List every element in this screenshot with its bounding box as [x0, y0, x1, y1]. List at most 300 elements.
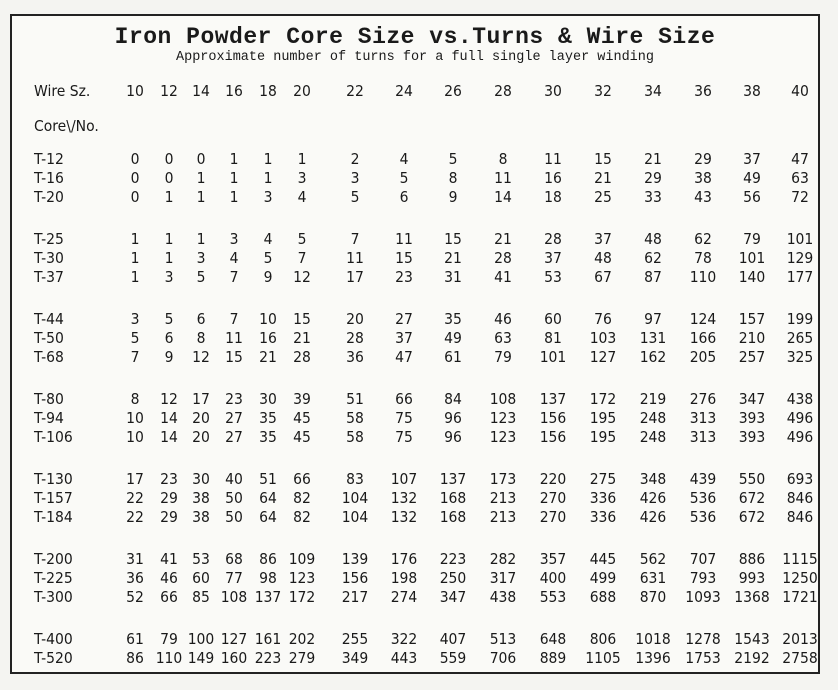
turns-cell: 29 [694, 150, 712, 168]
turns-cell: 347 [439, 588, 467, 606]
turns-cell: 407 [439, 630, 467, 648]
turns-cell: 108 [489, 390, 517, 408]
turns-cell: 648 [539, 630, 567, 648]
turns-cell: 8 [196, 329, 206, 347]
turns-cell: 195 [589, 409, 617, 427]
turns-cell: 30 [192, 470, 210, 488]
wire-size-header: 28 [494, 82, 512, 100]
turns-cell: 0 [130, 150, 140, 168]
turns-cell: 282 [489, 550, 517, 568]
turns-cell: 29 [644, 169, 662, 187]
turns-cell: 1 [196, 230, 206, 248]
turns-cell: 9 [263, 268, 273, 286]
turns-cell: 3 [130, 310, 140, 328]
turns-cell: 0 [196, 150, 206, 168]
core-name: T-12 [34, 150, 64, 168]
page-subtitle: Approximate number of turns for a full single layer winding [176, 50, 654, 65]
turns-cell: 513 [489, 630, 517, 648]
turns-cell: 553 [539, 588, 567, 606]
wire-size-header: 30 [544, 82, 562, 100]
turns-cell: 1 [130, 268, 140, 286]
turns-cell: 195 [589, 428, 617, 446]
turns-cell: 213 [489, 489, 517, 507]
turns-cell: 23 [395, 268, 413, 286]
turns-cell: 11 [346, 249, 364, 267]
turns-cell: 156 [539, 409, 567, 427]
turns-cell: 10 [126, 428, 144, 446]
wire-size-header: 26 [444, 82, 462, 100]
wire-size-header: 18 [259, 82, 277, 100]
turns-cell: 58 [346, 409, 364, 427]
turns-cell: 48 [594, 249, 612, 267]
turns-cell: 156 [341, 569, 369, 587]
turns-cell: 41 [160, 550, 178, 568]
turns-cell: 20 [192, 428, 210, 446]
turns-cell: 16 [259, 329, 277, 347]
wire-size-label: Wire Sz. [34, 82, 91, 100]
turns-cell: 79 [494, 348, 512, 366]
wire-size-header: 20 [293, 82, 311, 100]
turns-cell: 220 [539, 470, 567, 488]
turns-cell: 56 [743, 188, 761, 206]
turns-cell: 5 [164, 310, 174, 328]
turns-cell: 36 [346, 348, 364, 366]
core-number-label: Core\/No. [34, 117, 99, 135]
turns-cell: 168 [439, 489, 467, 507]
wire-size-header: 24 [395, 82, 413, 100]
turns-cell: 5 [350, 188, 360, 206]
turns-cell: 14 [160, 428, 178, 446]
turns-cell: 1 [164, 188, 174, 206]
turns-cell: 217 [341, 588, 369, 606]
turns-cell: 279 [288, 649, 316, 667]
turns-cell: 536 [689, 489, 717, 507]
turns-cell: 40 [225, 470, 243, 488]
turns-cell: 100 [187, 630, 215, 648]
wire-size-header: 40 [791, 82, 809, 100]
turns-cell: 2013 [782, 630, 818, 648]
turns-cell: 50 [225, 508, 243, 526]
turns-cell: 248 [639, 409, 667, 427]
turns-cell: 17 [192, 390, 210, 408]
wire-size-header: 14 [192, 82, 210, 100]
turns-cell: 21 [644, 150, 662, 168]
turns-cell: 889 [539, 649, 567, 667]
turns-cell: 75 [395, 428, 413, 446]
wire-size-header: 12 [160, 82, 178, 100]
turns-cell: 11 [225, 329, 243, 347]
turns-cell: 68 [225, 550, 243, 568]
page-title: Iron Powder Core Size vs.Turns & Wire Size [114, 24, 716, 50]
turns-cell: 536 [689, 508, 717, 526]
turns-cell: 177 [786, 268, 814, 286]
turns-cell: 66 [293, 470, 311, 488]
turns-cell: 108 [220, 588, 248, 606]
turns-cell: 51 [259, 470, 277, 488]
turns-cell: 157 [738, 310, 766, 328]
turns-cell: 75 [395, 409, 413, 427]
turns-cell: 9 [164, 348, 174, 366]
turns-cell: 172 [288, 588, 316, 606]
turns-cell: 15 [225, 348, 243, 366]
turns-cell: 173 [489, 470, 517, 488]
turns-cell: 3 [297, 169, 307, 187]
turns-cell: 2192 [734, 649, 770, 667]
turns-cell: 28 [346, 329, 364, 347]
turns-cell: 29 [160, 508, 178, 526]
turns-cell: 47 [395, 348, 413, 366]
turns-cell: 23 [160, 470, 178, 488]
turns-cell: 110 [155, 649, 183, 667]
turns-cell: 550 [738, 470, 766, 488]
turns-cell: 27 [225, 409, 243, 427]
turns-cell: 248 [639, 428, 667, 446]
turns-cell: 79 [160, 630, 178, 648]
turns-cell: 0 [130, 169, 140, 187]
turns-cell: 438 [489, 588, 517, 606]
turns-cell: 993 [738, 569, 766, 587]
turns-cell: 84 [444, 390, 462, 408]
turns-cell: 496 [786, 409, 814, 427]
turns-cell: 1018 [635, 630, 671, 648]
turns-cell: 0 [164, 169, 174, 187]
turns-cell: 275 [589, 470, 617, 488]
turns-cell: 265 [786, 329, 814, 347]
turns-cell: 7 [350, 230, 360, 248]
turns-cell: 30 [259, 390, 277, 408]
turns-cell: 1 [130, 230, 140, 248]
turns-cell: 3 [350, 169, 360, 187]
turns-cell: 37 [594, 230, 612, 248]
turns-cell: 3 [229, 230, 239, 248]
turns-cell: 12 [293, 268, 311, 286]
turns-cell: 72 [791, 188, 809, 206]
turns-cell: 110 [689, 268, 717, 286]
turns-cell: 109 [288, 550, 316, 568]
turns-cell: 15 [293, 310, 311, 328]
core-name: T-50 [34, 329, 64, 347]
turns-cell: 393 [738, 409, 766, 427]
turns-cell: 693 [786, 470, 814, 488]
turns-cell: 1 [263, 150, 273, 168]
turns-cell: 43 [694, 188, 712, 206]
turns-cell: 12 [160, 390, 178, 408]
core-name: T-37 [34, 268, 64, 286]
turns-cell: 35 [259, 428, 277, 446]
turns-cell: 1250 [782, 569, 818, 587]
turns-cell: 426 [639, 508, 667, 526]
turns-cell: 10 [259, 310, 277, 328]
turns-cell: 1396 [635, 649, 671, 667]
turns-cell: 439 [689, 470, 717, 488]
turns-cell: 132 [390, 508, 418, 526]
turns-cell: 83 [346, 470, 364, 488]
turns-cell: 48 [644, 230, 662, 248]
turns-cell: 172 [589, 390, 617, 408]
turns-cell: 53 [544, 268, 562, 286]
turns-cell: 276 [689, 390, 717, 408]
turns-cell: 688 [589, 588, 617, 606]
turns-cell: 31 [444, 268, 462, 286]
turns-cell: 140 [738, 268, 766, 286]
turns-cell: 443 [390, 649, 418, 667]
turns-cell: 4 [263, 230, 273, 248]
turns-cell: 213 [489, 508, 517, 526]
turns-cell: 17 [126, 470, 144, 488]
turns-cell: 806 [589, 630, 617, 648]
turns-cell: 205 [689, 348, 717, 366]
turns-cell: 82 [293, 508, 311, 526]
turns-cell: 98 [259, 569, 277, 587]
wire-size-header: 32 [594, 82, 612, 100]
wire-size-header: 10 [126, 82, 144, 100]
turns-cell: 198 [390, 569, 418, 587]
turns-cell: 45 [293, 409, 311, 427]
turns-cell: 4 [297, 188, 307, 206]
turns-cell: 5 [263, 249, 273, 267]
turns-cell: 61 [126, 630, 144, 648]
core-name: T-184 [34, 508, 73, 526]
turns-cell: 81 [544, 329, 562, 347]
turns-cell: 7 [297, 249, 307, 267]
turns-cell: 0 [164, 150, 174, 168]
turns-cell: 348 [639, 470, 667, 488]
turns-cell: 101 [738, 249, 766, 267]
turns-cell: 23 [225, 390, 243, 408]
turns-cell: 35 [259, 409, 277, 427]
turns-cell: 160 [220, 649, 248, 667]
turns-cell: 317 [489, 569, 517, 587]
turns-cell: 499 [589, 569, 617, 587]
core-name: T-106 [34, 428, 73, 446]
turns-cell: 793 [689, 569, 717, 587]
turns-cell: 123 [489, 428, 517, 446]
core-name: T-20 [34, 188, 64, 206]
turns-cell: 107 [390, 470, 418, 488]
turns-cell: 127 [220, 630, 248, 648]
turns-cell: 1 [164, 249, 174, 267]
turns-cell: 64 [259, 508, 277, 526]
core-name: T-16 [34, 169, 64, 187]
turns-cell: 400 [539, 569, 567, 587]
turns-cell: 63 [791, 169, 809, 187]
turns-cell: 2758 [782, 649, 818, 667]
turns-cell: 257 [738, 348, 766, 366]
turns-cell: 127 [589, 348, 617, 366]
turns-cell: 223 [254, 649, 282, 667]
turns-cell: 50 [225, 489, 243, 507]
turns-cell: 12 [192, 348, 210, 366]
turns-cell: 85 [192, 588, 210, 606]
turns-cell: 49 [444, 329, 462, 347]
turns-cell: 28 [494, 249, 512, 267]
turns-cell: 58 [346, 428, 364, 446]
turns-cell: 1721 [782, 588, 818, 606]
turns-cell: 672 [738, 489, 766, 507]
core-name: T-94 [34, 409, 64, 427]
turns-cell: 5 [130, 329, 140, 347]
turns-cell: 21 [594, 169, 612, 187]
turns-cell: 5 [297, 230, 307, 248]
turns-cell: 62 [644, 249, 662, 267]
turns-cell: 223 [439, 550, 467, 568]
turns-cell: 86 [259, 550, 277, 568]
turns-cell: 14 [160, 409, 178, 427]
turns-cell: 20 [192, 409, 210, 427]
turns-cell: 3 [263, 188, 273, 206]
turns-cell: 3 [196, 249, 206, 267]
turns-cell: 38 [694, 169, 712, 187]
turns-cell: 1 [130, 249, 140, 267]
turns-cell: 11 [395, 230, 413, 248]
turns-cell: 60 [544, 310, 562, 328]
turns-cell: 28 [293, 348, 311, 366]
turns-cell: 37 [395, 329, 413, 347]
turns-cell: 1753 [685, 649, 721, 667]
turns-cell: 39 [293, 390, 311, 408]
core-name: T-225 [34, 569, 73, 587]
turns-cell: 347 [738, 390, 766, 408]
turns-cell: 1093 [685, 588, 721, 606]
turns-cell: 496 [786, 428, 814, 446]
turns-cell: 137 [439, 470, 467, 488]
turns-cell: 156 [539, 428, 567, 446]
turns-cell: 1 [196, 169, 206, 187]
turns-cell: 631 [639, 569, 667, 587]
core-name: T-300 [34, 588, 73, 606]
turns-cell: 10 [126, 409, 144, 427]
turns-cell: 11 [544, 150, 562, 168]
turns-cell: 79 [743, 230, 761, 248]
turns-cell: 199 [786, 310, 814, 328]
turns-cell: 3 [164, 268, 174, 286]
turns-cell: 336 [589, 489, 617, 507]
turns-cell: 672 [738, 508, 766, 526]
turns-cell: 1115 [782, 550, 818, 568]
turns-cell: 1 [263, 169, 273, 187]
wire-size-header: 22 [346, 82, 364, 100]
turns-cell: 166 [689, 329, 717, 347]
turns-cell: 149 [187, 649, 215, 667]
turns-cell: 706 [489, 649, 517, 667]
turns-cell: 96 [444, 409, 462, 427]
turns-cell: 8 [130, 390, 140, 408]
turns-cell: 137 [254, 588, 282, 606]
turns-cell: 132 [390, 489, 418, 507]
turns-cell: 63 [494, 329, 512, 347]
core-name: T-80 [34, 390, 64, 408]
turns-cell: 8 [498, 150, 508, 168]
turns-cell: 66 [160, 588, 178, 606]
turns-cell: 870 [639, 588, 667, 606]
turns-cell: 17 [346, 268, 364, 286]
turns-cell: 123 [489, 409, 517, 427]
turns-cell: 104 [341, 489, 369, 507]
turns-cell: 21 [259, 348, 277, 366]
turns-cell: 255 [341, 630, 369, 648]
turns-cell: 37 [544, 249, 562, 267]
turns-cell: 336 [589, 508, 617, 526]
turns-cell: 20 [346, 310, 364, 328]
turns-cell: 9 [448, 188, 458, 206]
turns-cell: 846 [786, 489, 814, 507]
turns-cell: 45 [293, 428, 311, 446]
turns-cell: 46 [494, 310, 512, 328]
wire-size-header: 36 [694, 82, 712, 100]
turns-cell: 21 [494, 230, 512, 248]
turns-cell: 1 [196, 188, 206, 206]
turns-cell: 46 [160, 569, 178, 587]
turns-cell: 445 [589, 550, 617, 568]
turns-cell: 5 [196, 268, 206, 286]
turns-cell: 123 [288, 569, 316, 587]
turns-cell: 15 [395, 249, 413, 267]
turns-cell: 5 [399, 169, 409, 187]
turns-cell: 168 [439, 508, 467, 526]
wire-size-header: 34 [644, 82, 662, 100]
turns-cell: 21 [444, 249, 462, 267]
turns-cell: 78 [694, 249, 712, 267]
turns-cell: 124 [689, 310, 717, 328]
turns-cell: 33 [644, 188, 662, 206]
turns-cell: 18 [544, 188, 562, 206]
turns-cell: 27 [225, 428, 243, 446]
turns-cell: 5 [448, 150, 458, 168]
turns-cell: 313 [689, 428, 717, 446]
turns-cell: 96 [444, 428, 462, 446]
turns-cell: 1105 [585, 649, 621, 667]
turns-cell: 97 [644, 310, 662, 328]
turns-cell: 27 [395, 310, 413, 328]
turns-cell: 393 [738, 428, 766, 446]
turns-cell: 8 [448, 169, 458, 187]
turns-cell: 1368 [734, 588, 770, 606]
turns-cell: 2 [350, 150, 360, 168]
turns-cell: 31 [126, 550, 144, 568]
turns-cell: 66 [395, 390, 413, 408]
turns-cell: 313 [689, 409, 717, 427]
turns-cell: 426 [639, 489, 667, 507]
turns-cell: 219 [639, 390, 667, 408]
turns-cell: 1278 [685, 630, 721, 648]
turns-cell: 101 [539, 348, 567, 366]
core-name: T-520 [34, 649, 73, 667]
turns-cell: 161 [254, 630, 282, 648]
turns-cell: 438 [786, 390, 814, 408]
turns-cell: 6 [164, 329, 174, 347]
turns-cell: 101 [786, 230, 814, 248]
turns-cell: 176 [390, 550, 418, 568]
turns-cell: 16 [544, 169, 562, 187]
turns-cell: 82 [293, 489, 311, 507]
turns-cell: 21 [293, 329, 311, 347]
turns-cell: 62 [694, 230, 712, 248]
turns-cell: 0 [130, 188, 140, 206]
core-table-frame [10, 14, 820, 674]
turns-cell: 349 [341, 649, 369, 667]
turns-cell: 51 [346, 390, 364, 408]
turns-cell: 11 [494, 169, 512, 187]
turns-cell: 4 [399, 150, 409, 168]
turns-cell: 76 [594, 310, 612, 328]
turns-cell: 60 [192, 569, 210, 587]
turns-cell: 270 [539, 489, 567, 507]
turns-cell: 7 [229, 268, 239, 286]
turns-cell: 52 [126, 588, 144, 606]
turns-cell: 1 [297, 150, 307, 168]
turns-cell: 15 [594, 150, 612, 168]
turns-cell: 35 [444, 310, 462, 328]
